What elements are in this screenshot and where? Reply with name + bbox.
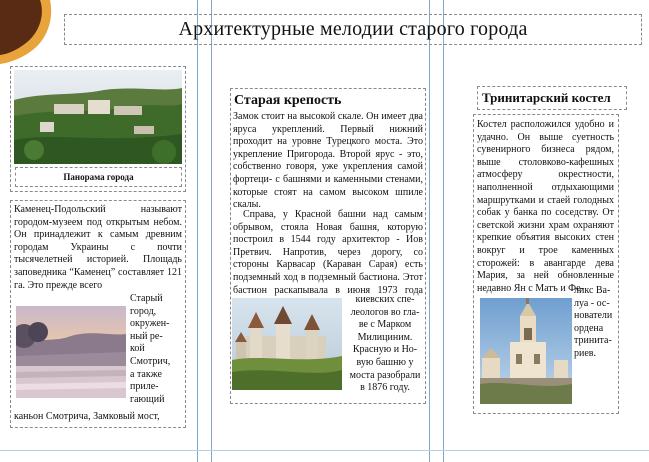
guide-line xyxy=(211,0,212,462)
side-line: риев. xyxy=(574,347,597,359)
river-sunset-image xyxy=(16,306,126,398)
side-line: тринита- xyxy=(574,335,612,347)
column-2-para-1: Замок стоит на высокой скале. Он имеет два яруса укреплений. Первый нижний проходит на уровне Турецкого моста. Это укрепление Пригорода. Второй ярус - это, собственно говоря, уже укрепления самой фортеци- с башнями и каменными стенами, которые стоят на самом высоком шпиле скалы. xyxy=(233,111,423,211)
side-line: Красную и Но- xyxy=(352,344,418,356)
old-fortress-image xyxy=(232,298,342,390)
guide-line xyxy=(197,0,198,462)
panorama-caption: Панорама города xyxy=(15,167,182,187)
guide-line xyxy=(443,0,444,462)
column-1-text-top: Каменец-Подольский называют городом-музеем под открытым небом. Он принадлежит к самым древним городам Украины с почти тысячелетней историей. Площадь заповедника “Каменец” составляет 121 га. Это прежде всего xyxy=(14,204,182,291)
side-line: ный ре- xyxy=(130,330,163,342)
side-line: ве с Марком xyxy=(358,319,412,331)
side-line: леологов во гла- xyxy=(350,306,420,318)
column-1-side-text xyxy=(130,293,186,406)
side-line: ордена xyxy=(574,322,604,334)
side-line: Смотрич, xyxy=(130,355,171,367)
panorama-image xyxy=(14,70,182,164)
side-line: моста разобрали xyxy=(349,369,421,381)
side-line: город, xyxy=(130,305,157,317)
side-line: гающий xyxy=(130,393,165,405)
side-line: а также xyxy=(130,368,162,380)
side-line: вую башню у xyxy=(356,356,414,368)
column-3-text-top: Костел расположился удобно и удачно. Он выше суетность сувенирного бизнеса рядом, выше столовково-кафешных атмосферу окрестности, наполненной отдыхающими маршрутками и стаей голодных собак у банка по соседству. От светской жизни храм охраняют крепкие объятия высоких стен вокруг и трое каменных сторожей: в авангарде дева Мария, за ней обновленные недавно Ян с Матъ и Фе- xyxy=(477,119,614,294)
column-1-text-bottom: каньон Смотрича, Замковый мост, xyxy=(14,411,160,422)
column-2-heading: Старая крепость xyxy=(234,93,342,108)
side-line: луа - ос- xyxy=(574,297,610,309)
side-line: ликс Ва- xyxy=(574,285,611,296)
side-line: Милициним. xyxy=(357,331,413,343)
column-3-heading: Тринитарский костел xyxy=(482,90,611,105)
guide-line xyxy=(0,450,649,451)
page-title: Архитектурные мелодии старого города xyxy=(64,14,642,45)
side-line: нователи xyxy=(574,310,613,322)
side-line: приле- xyxy=(130,381,159,393)
side-line: кой xyxy=(130,343,145,355)
side-line: Старый xyxy=(130,293,163,304)
side-line: в 1876 году. xyxy=(360,382,410,394)
column-2-side-text xyxy=(344,294,426,395)
column-2-para-2: Справа, у Красной башни над самым обрывом, стояла Новая башня, которую построил в 1544 году архитектор - Иов Претвич. Напротив, через дорогу, со стороны Карвасар (Караван Сарая) есть подземный ход в подземный бастиона. Этот бастион раскапывала в июня 1973 года xyxy=(233,209,423,296)
corner-ornament xyxy=(0,0,62,66)
column-3-side-text xyxy=(574,285,620,361)
side-line: окружен- xyxy=(130,318,170,330)
church-image xyxy=(480,298,572,404)
guide-line xyxy=(429,0,430,462)
side-line: киевских спе- xyxy=(355,294,415,305)
